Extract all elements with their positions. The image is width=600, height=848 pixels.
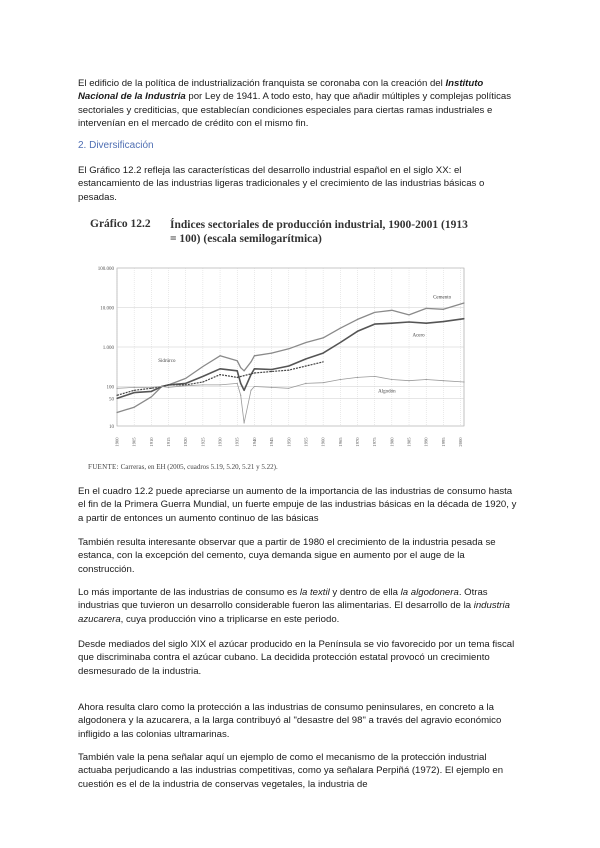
x-tick-label: 1985: [406, 437, 412, 447]
data-point-acero: [408, 321, 409, 322]
paragraph-grafico-intro: El Gráfico 12.2 refleja las características del desarrollo industrial español en el siglo XX: el estancamiento de las industrias ligeras tradicionales y el crecimiento de las industrias básicas o pesadas.: [78, 165, 485, 203]
figure-title: Índices sectoriales de producción industrial, 1900-2001 (1913 = 100) (escala semilogarítmica): [170, 219, 468, 245]
data-point-acero: [151, 391, 152, 392]
data-point-algodón: [237, 383, 238, 384]
x-tick-label: 1905: [131, 437, 137, 447]
data-point-cemento: [185, 378, 186, 379]
data-point-algodón: [219, 384, 220, 385]
data-point-sidrúrco: [202, 381, 203, 382]
data-point-sidrúrco: [116, 395, 117, 396]
data-point-acero: [219, 368, 220, 369]
x-tick-label: 1955: [303, 437, 309, 447]
series-line-algodón: [117, 376, 464, 423]
data-point-algodón: [254, 386, 255, 387]
data-point-cemento: [443, 309, 444, 310]
data-point-cemento: [240, 367, 241, 368]
data-point-acero: [305, 358, 306, 359]
term-algodonera: la algodonera: [400, 587, 459, 598]
series-label-acero: Acero: [412, 333, 425, 339]
x-tick-label: 1990: [423, 437, 429, 447]
data-point-acero: [374, 323, 375, 324]
data-point-algodón: [408, 380, 409, 381]
y-tick-label: 100: [106, 385, 114, 391]
data-point-cemento: [426, 308, 427, 309]
data-point-algodón: [305, 383, 306, 384]
data-point-cemento: [323, 337, 324, 338]
x-tick-label: 1995: [440, 437, 446, 447]
data-point-acero: [426, 323, 427, 324]
data-point-cemento: [202, 366, 203, 367]
data-point-sidrúrco: [134, 390, 135, 391]
data-point-algodón: [426, 379, 427, 380]
paragraph-consumo: [78, 586, 518, 626]
consumo-text-1: Lo más importante de las industrias de consumo es: [78, 587, 298, 598]
x-tick-label: 2000: [458, 437, 464, 447]
data-point-cemento: [340, 328, 341, 329]
data-point-cemento: [151, 396, 152, 397]
data-point-cemento: [244, 370, 245, 371]
data-point-algodón: [244, 422, 245, 423]
data-point-acero: [391, 323, 392, 324]
data-point-cemento: [408, 314, 409, 315]
data-point-algodón: [151, 387, 152, 388]
x-tick-label: 1950: [286, 437, 292, 447]
x-tick-label: 1960: [320, 437, 326, 447]
institute-name: Instituto Nacional de la Industria: [78, 78, 484, 103]
data-point-sidrúrco: [168, 384, 169, 385]
data-point-algodón: [340, 379, 341, 380]
data-point-acero: [443, 321, 444, 322]
data-point-algodón: [463, 381, 464, 382]
figure-source: [88, 463, 278, 471]
series-label-cemento: Cemento: [433, 295, 452, 301]
data-point-algodón: [134, 387, 135, 388]
data-point-acero: [250, 374, 251, 375]
data-point-cemento: [134, 407, 135, 408]
data-point-algodón: [250, 390, 251, 391]
data-point-cemento: [305, 342, 306, 343]
term-textil: la textil: [299, 587, 330, 598]
figure-12-2: [84, 216, 474, 478]
section-heading: 2. Diversificación: [78, 140, 154, 151]
data-point-sidrúrco: [305, 365, 306, 366]
data-point-acero: [340, 342, 341, 343]
data-point-algodón: [202, 384, 203, 385]
x-tick-label: 1980: [389, 437, 395, 447]
x-tick-label: 1940: [251, 437, 257, 447]
x-tick-label: 1925: [200, 437, 206, 447]
y-tick-label: 1.000: [102, 346, 114, 351]
x-tick-label: 1900: [114, 437, 120, 447]
data-point-acero: [116, 398, 117, 399]
paragraph-cuadro: En el cuadro 12.2 puede apreciarse un aumento de la importancia de las industrias de consumo hasta el fin de la Primera Guerra Mundial, un fuerte empuje de las industrias básicas en la década de 1920, y a partir de entonces un aumento continuo de las básicas: [78, 486, 517, 524]
source-text: Carreras, en EH (2005, cuadros 5.19, 5.20, 5.21 y 5.22).: [120, 463, 278, 471]
data-point-algodón: [443, 380, 444, 381]
data-point-algodón: [168, 387, 169, 388]
data-point-cemento: [271, 353, 272, 354]
data-point-sidrúrco: [271, 371, 272, 372]
data-point-sidrúrco: [323, 361, 324, 362]
data-point-sidrúrco: [178, 384, 179, 385]
x-tick-label: 1945: [269, 437, 275, 447]
paragraph-conservas: También vale la pena señalar aquí un ejemplo de como el mecanismo de la protección industrial actuaba perjudicando a las industrias competitivas, como ya señalara Perpiñá (1972). El ejemplo en cuestión es el de la industria de conservas vegetales, la industria de: [78, 752, 504, 790]
series-label-algodón: Algodón: [378, 389, 396, 395]
data-point-cemento: [391, 310, 392, 311]
data-point-acero: [237, 370, 238, 371]
y-tick-label: 10.000: [100, 306, 114, 312]
data-point-algodón: [161, 386, 162, 387]
x-tick-label: 1970: [354, 437, 360, 447]
data-point-algodón: [374, 376, 375, 377]
figure-number: Gráfico 12.2: [90, 218, 151, 230]
y-tick-label: 10: [109, 425, 114, 430]
x-tick-label: 1920: [183, 437, 189, 447]
data-point-cemento: [374, 312, 375, 313]
data-point-cemento: [250, 361, 251, 362]
data-point-sidrúrco: [219, 374, 220, 375]
data-point-acero: [244, 390, 245, 391]
data-point-algodón: [240, 395, 241, 396]
paragraph-proteccion: Ahora resulta claro como la protección a las industrias de consumo peninsulares, en concreto a la algodonera y la azucarera, a la larga contribuyó al "desastre del 98" a través del agravio económico infligido a las colonias ultramarinas.: [78, 702, 502, 740]
source-label: FUENTE:: [88, 463, 119, 471]
data-point-acero: [254, 368, 255, 369]
data-point-cemento: [357, 319, 358, 320]
data-point-sidrúrco: [237, 377, 238, 378]
data-point-acero: [288, 365, 289, 366]
paragraph-azucar: Desde mediados del siglo XIX el azúcar producido en la Península se vio favorecido por un tema fiscal que discriminaba contra el azúcar cubano. La decidida protección estatal provocó un crecimiento desmesurado de la industria.: [78, 639, 515, 677]
data-point-acero: [323, 353, 324, 354]
intro-text-1: El edificio de la política de industrialización franquista se coronaba con la creación del: [78, 78, 443, 89]
data-point-cemento: [237, 360, 238, 361]
data-point-acero: [240, 383, 241, 384]
data-point-cemento: [288, 348, 289, 349]
x-tick-label: 1975: [372, 437, 378, 447]
data-point-cemento: [219, 355, 220, 356]
data-point-cemento: [254, 355, 255, 356]
data-point-algodón: [323, 382, 324, 383]
data-point-acero: [185, 383, 186, 384]
data-point-acero: [357, 331, 358, 332]
data-point-cemento: [463, 302, 464, 303]
x-tick-label: 1930: [217, 437, 223, 447]
data-point-algodón: [185, 385, 186, 386]
data-point-acero: [134, 392, 135, 393]
term-azucarera: industria azucarera: [78, 600, 510, 625]
intro-text-2: por Ley de 1941. A todo esto, hay que añadir múltiples y complejas políticas sectoriales y crediticias, que establecían condiciones especiales para ciertas ramas industriales e intervenían en el mercado de crédito con el mismo fin.: [78, 91, 512, 130]
x-tick-label: 1915: [166, 437, 172, 447]
data-point-acero: [463, 318, 464, 319]
data-point-sidrúrco: [288, 370, 289, 371]
chart: [84, 216, 474, 456]
y-tick-label: 100.000: [97, 267, 114, 272]
data-point-acero: [271, 369, 272, 370]
data-point-cemento: [116, 412, 117, 413]
y-tick-label: 50: [109, 397, 114, 403]
x-tick-label: 1965: [337, 437, 343, 447]
data-point-sidrúrco: [254, 372, 255, 373]
consumo-text-3: . Otras industrias que tuvieron un desarrollo considerable fueron las alimentarias. El desarrollo de la: [78, 587, 488, 612]
data-point-algodón: [357, 377, 358, 378]
data-point-algodón: [288, 388, 289, 389]
series-label-sidrúrco: Sidrúrco: [158, 358, 176, 364]
series-line-cemento: [117, 303, 464, 413]
x-tick-label: 1910: [148, 437, 154, 447]
data-point-algodón: [116, 388, 117, 389]
x-tick-label: 1935: [234, 437, 240, 447]
consumo-text-2: y dentro de ella: [332, 587, 398, 598]
consumo-text-4: , cuya producción vino a triplicarse en este periodo.: [120, 613, 340, 625]
data-point-acero: [202, 376, 203, 377]
data-point-algodón: [271, 387, 272, 388]
data-point-algodón: [391, 379, 392, 380]
paragraph-intro: [78, 77, 518, 131]
paragraph-from1980: También resulta interesante observar que a partir de 1980 el crecimiento de la industria pesada se estanca, con la excepción del cemento, cuya demanda sigue en aumento por el auge de la construcción.: [78, 537, 496, 575]
